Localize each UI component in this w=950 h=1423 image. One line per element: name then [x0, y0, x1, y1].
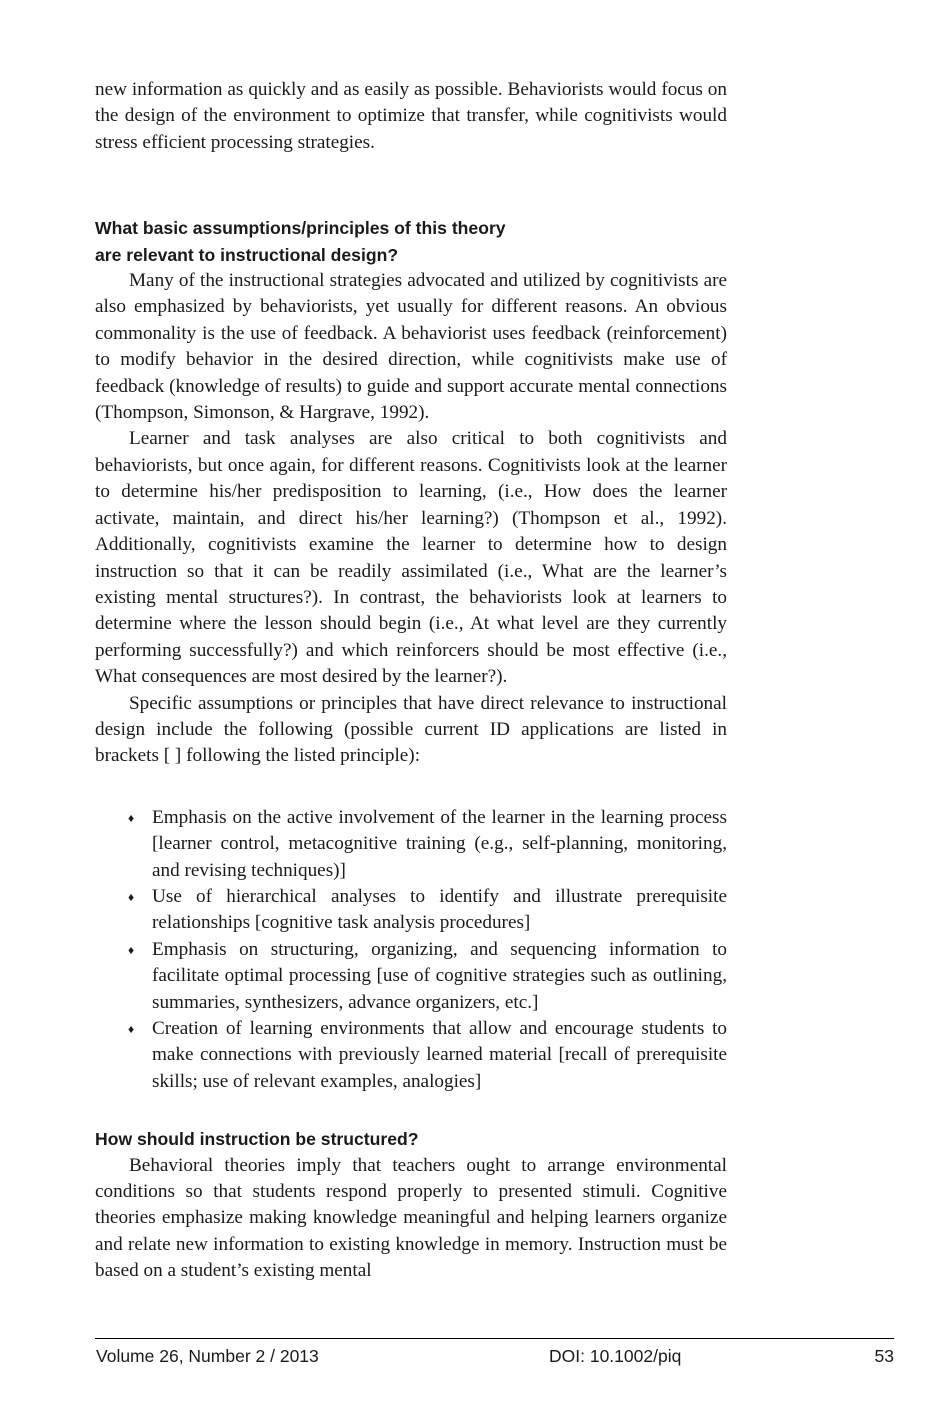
- diamond-bullet-icon: ♦: [128, 942, 135, 957]
- footer-volume: Volume 26, Number 2 / 2013: [96, 1346, 319, 1366]
- list-item: [95, 937, 727, 1016]
- paragraph-principles-intro: Specific assumptions or principles that have direct relevance to instructional design include the following (possible current ID applications are listed in brackets [ ] following the listed principle):: [95, 692, 727, 767]
- intro-paragraph: new information as quickly and as easily as possible. Behaviorists would focus on the design of the environment to optimize that transfer, while cognitivists would stress efficient processing strategies.: [95, 79, 727, 153]
- list-item-text: Emphasis on structuring, organizing, and sequencing information to facilitate optimal processing [use of cognitive strategies such as outlining, summaries, synthesizers, advance organizers, etc.]: [152, 938, 727, 1013]
- footer-doi: DOI: 10.1002/piq: [549, 1346, 682, 1366]
- section-heading-structure: How should instruction be structured?: [95, 1129, 419, 1150]
- footer-divider: [95, 1338, 894, 1339]
- principles-list: [95, 805, 727, 1095]
- diamond-bullet-icon: ♦: [128, 810, 135, 825]
- diamond-bullet-icon: ♦: [128, 889, 135, 904]
- page-number: 53: [874, 1346, 894, 1366]
- paragraph-instruction-structure: Behavioral theories imply that teachers ought to arrange environmental conditions so that students respond properly to presented stimuli. Cognitive theories emphasize making knowledge meaningful and helping learners organize and relate new information to existing knowledge in memory. Instruction must be based on a student’s existing mental: [95, 1154, 727, 1282]
- heading-line-1: What basic assumptions/principles of this theory: [95, 218, 506, 239]
- list-item-text: Emphasis on the active involvement of the learner in the learning process [learner control, metacognitive training (e.g., self-planning, monitoring, and revising techniques)]: [152, 806, 727, 881]
- article-body: [95, 77, 727, 1285]
- heading-line-2: are relevant to instructional design?: [95, 244, 399, 265]
- list-item-text: Use of hierarchical analyses to identify and illustrate prerequisite relationships [cognitive task analysis procedures]: [152, 885, 727, 934]
- paragraph-feedback: Many of the instructional strategies advocated and utilized by cognitivists are also emphasized by behaviorists, yet usually for different reasons. An obvious commonality is the use of feedback. A behaviorist uses feedback (reinforcement) to modify behavior in the desired direction, while cognitivists make use of feedback (knowledge of results) to guide and support accurate mental connections (Thompson, Simonson, & Hargrave, 1992).: [95, 270, 727, 424]
- list-item: [95, 1016, 727, 1095]
- paragraph-learner-analysis: Learner and task analyses are also critical to both cognitivists and behaviorists, but once again, for different reasons. Cognitivists look at the learner to determine his/her predisposition to learning, (i.e., How does the learner activate, maintain, and direct his/her learning?) (Thompson et al., 1992). Additionally, cognitivists examine the learner to determine how to design instruction so that it can be readily assimilated (i.e., What are the learner’s existing mental structures?). In contrast, the behaviorists look at learners to determine where the lesson should begin (i.e., At what level are they currently performing successfully?) and which reinforcers should be most effective (i.e., What consequences are most desired by the learner?).: [95, 428, 727, 688]
- list-item: [95, 884, 727, 937]
- list-item: [95, 805, 727, 884]
- section-heading-assumptions: [95, 215, 727, 268]
- diamond-bullet-icon: ♦: [128, 1022, 135, 1036]
- list-item-text: Creation of learning environments that allow and encourage students to make connections with previously learned material [recall of prerequisite skills; use of relevant examples, analogies]: [152, 1018, 727, 1092]
